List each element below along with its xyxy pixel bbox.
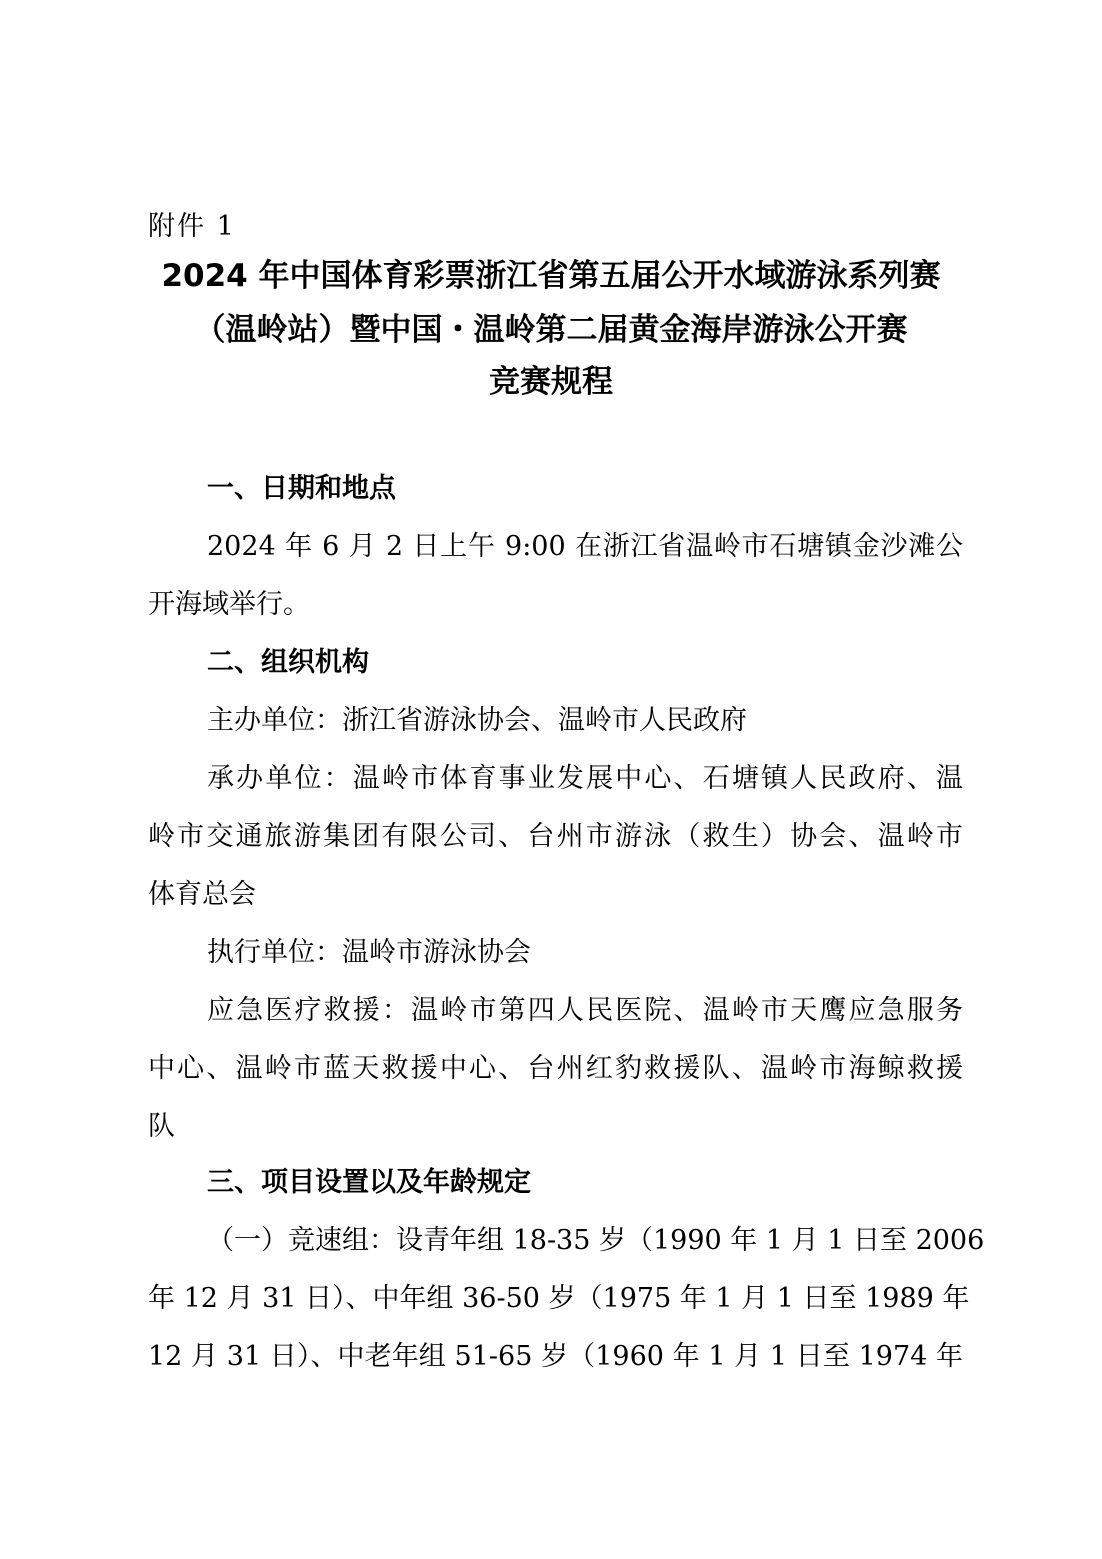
speed-group-line: 12 月 31 日）、中老年组 51-65 岁（1960 年 1 月 1 日至 1974 年	[148, 1341, 963, 1372]
paragraph-line: 开海域举行。	[148, 589, 310, 620]
medical-rescue-line: 队	[148, 1111, 175, 1142]
organizer-units-line: 岭市交通旅游集团有限公司、台州市游泳（救生）协会、温岭市	[148, 821, 963, 852]
speed-group-line: 年 12 月 31 日）、中年组 36-50 岁（1975 年 1 月 1 日至 1989 年	[148, 1283, 970, 1314]
organizer-units-line: 承办单位：温岭市体育事业发展中心、石塘镇人民政府、温	[207, 763, 963, 794]
section-heading-date-location: 一、日期和地点	[207, 473, 396, 504]
organizer-units-line: 体育总会	[148, 879, 256, 910]
attachment-label: 附件 1	[148, 211, 236, 242]
document-title-line-1: 2024 年中国体育彩票浙江省第五届公开水域游泳系列赛	[161, 258, 941, 294]
section-heading-organization: 二、组织机构	[207, 647, 369, 678]
executor-unit-line: 执行单位：温岭市游泳协会	[207, 937, 531, 968]
medical-rescue-line: 应急医疗救援：温岭市第四人民医院、温岭市天鹰应急服务	[207, 995, 963, 1026]
section-heading-events-age: 三、项目设置以及年龄规定	[207, 1167, 531, 1198]
document-title-line-3: 竞赛规程	[489, 364, 613, 400]
medical-rescue-line: 中心、温岭市蓝天救援中心、台州红豹救援队、温岭市海鲸救援	[148, 1053, 963, 1084]
speed-group-line: （一）竞速组：设青年组 18-35 岁（1990 年 1 月 1 日至 2006	[207, 1225, 985, 1256]
host-units-line: 主办单位：浙江省游泳协会、温岭市人民政府	[207, 705, 747, 736]
paragraph-line: 2024 年 6 月 2 日上午 9:00 在浙江省温岭市石塘镇金沙滩公	[207, 531, 963, 562]
document-title-line-2: （温岭站）暨中国・温岭第二届黄金海岸游泳公开赛	[194, 312, 908, 348]
